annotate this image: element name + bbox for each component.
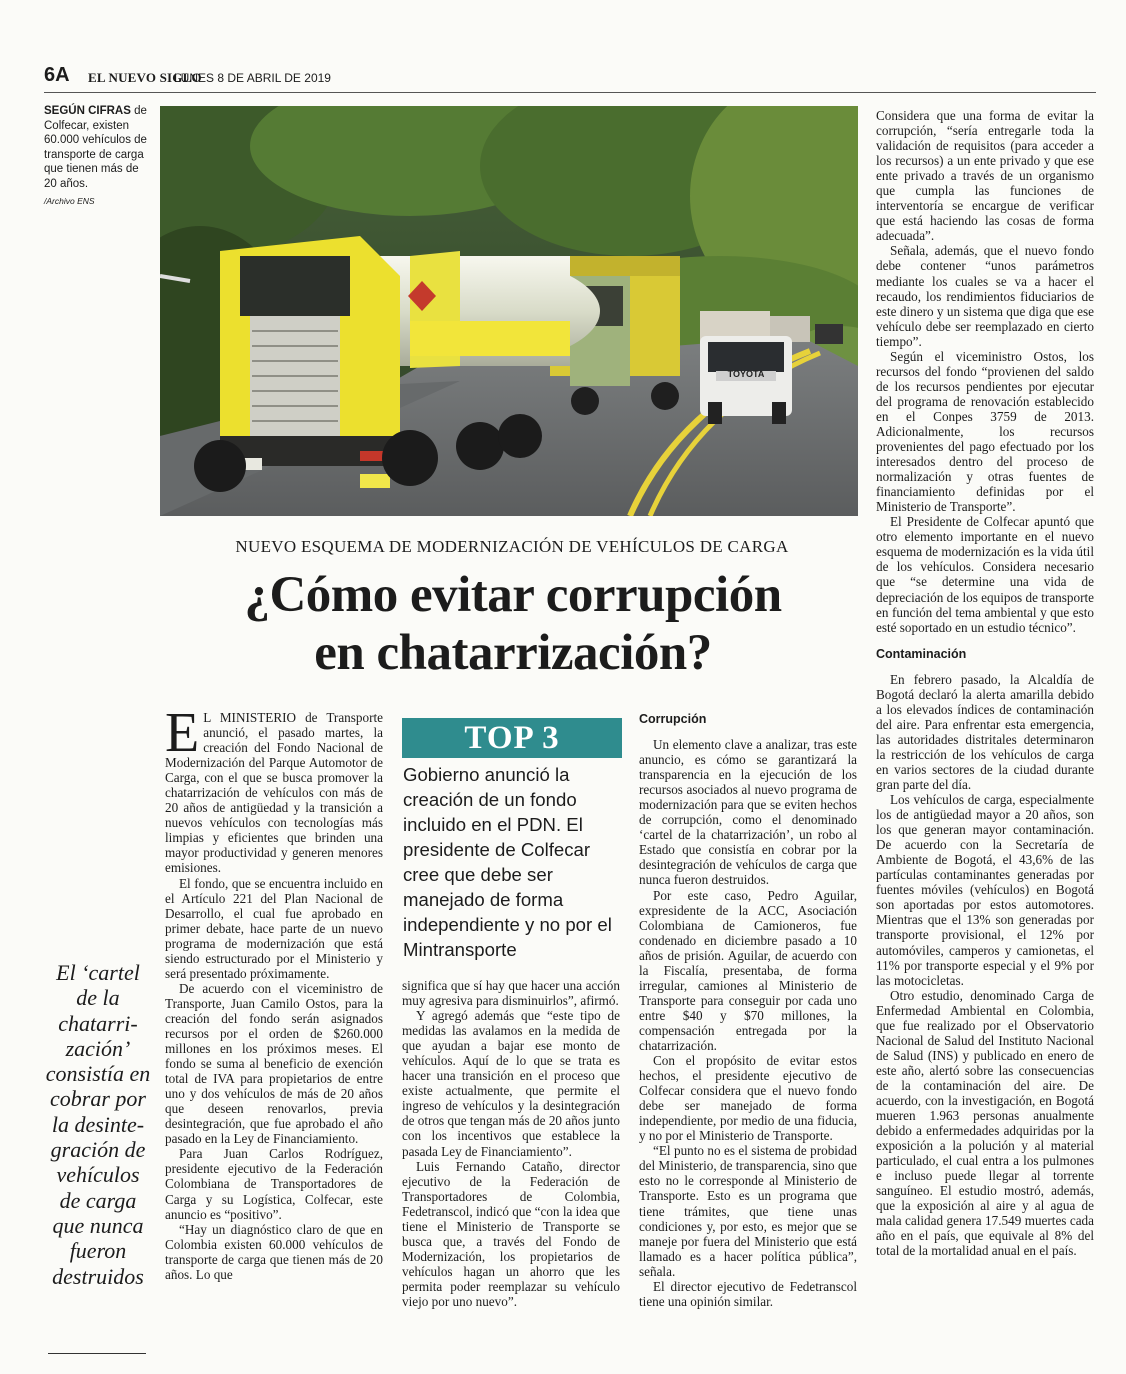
paragraph: Y agregó además que “este tipo de medidas las avalamos en la medida de que ayudan a bajar ese monto de vehículos. Aquí de lo que se trata es hacer una transición en el proceso que existe actualmente, que permite el ingreso de vehículos y la desintegración de otros que tengan más de 20 años junto con los incentivos que establece la pasada Ley de Financiamiento”.	[402, 1008, 620, 1159]
headline	[170, 566, 856, 682]
article-column-1	[165, 702, 383, 1282]
drop-cap: E	[165, 702, 200, 764]
section-heading-contaminacion: Contaminación	[876, 646, 967, 661]
paragraph: El director ejecutivo de Fedetranscol tiene una opinión similar.	[639, 1278, 857, 1309]
headline-line-2: en chatarrización?	[314, 625, 712, 681]
paragraph: En febrero pasado, la Alcaldía de Bogotá declaró la alerta amarilla debido a los elevados índices de contaminación del aire. Para enfrentar esta emergencia, las autoridades distritales determinaron la restricción de los vehículos de carga en varios sectores de la ciudad durante gran parte del día.	[876, 671, 1094, 793]
section-heading-corrupcion: Corrupción	[639, 712, 707, 726]
kicker: NUEVO ESQUEMA DE MODERNIZACIÓN DE VEHÍCULOS DE CARGA	[235, 537, 789, 556]
paragraph-text: L MINISTERIO de Transporte anunció, el pasado martes, la creación del Fondo Nacional de Modernización del Parque Automotor de Carga, con el que se busca promover la chatarrización de vehículos con más de 20 años de antigüedad y la transición a nuevos vehículos con tecnologías más limpias y eficientes que brinden una mayor productividad y generen menores emisiones.	[165, 710, 383, 876]
paragraph: “Hay un diagnóstico claro de que en Colombia existen 60.000 vehículos de transporte de carga que tienen más de 20 años. Lo que	[165, 1221, 383, 1282]
paragraph: significa que sí hay que hacer una acción muy agresiva para disminuirlos”, afirmó.	[402, 978, 620, 1009]
article-column-3	[639, 712, 857, 1309]
paragraph: Considera que una forma de evitar la corrupción, “sería entregarle toda la validación de requisitos (para acceder a los recursos) a un ente privado y que ese ente privado a través de un organismo que cumpla las funciones de interventoría se encargue de verificar que está haciendo las cosas de forma adecuada”.	[876, 108, 1094, 244]
truck-convoy-photo	[160, 106, 858, 516]
paragraph: Luis Fernando Cataño, director ejecutivo de la Federación de Transportadores de Colombia, Fedetranscol, indicó que “con la idea que tiene el Ministerio de Transporte se busca que, a través del Fondo de Modernización, los propietarios de vehículos hagan un ahorro que les permita poder reemplazar su vehículo viejo por uno nuevo”.	[402, 1158, 620, 1309]
paragraph: “El punto no es el sistema de probidad del Ministerio, de transparencia, sino que esto no le corresponde al Ministerio de Transporte. Esto es un programa que tiene trámites, que tiene unas condiciones y, por esto, es mejor que se maneje por fuera del Ministerio que está llamado es a hacer política pública”, señala.	[639, 1143, 857, 1279]
caption-text: de Colfecar, existen 60.000 vehículos de transporte de carga que tienen más de 20 años.	[44, 105, 147, 190]
article-photo	[160, 106, 858, 516]
paragraph: El Presidente de Colfecar apuntó que otro elemento importante en el nuevo esquema de modernización es la vida útil de los vehículos. Considera necesario que “se determine una vida de depreciación de los equipos de transporte en función del tema ambiental y que esto esté soportado en un estudio técnico”.	[876, 514, 1094, 635]
paragraph: Para Juan Carlos Rodríguez, presidente ejecutivo de la Federación Colombiana de Transportadores de Carga y su Logística, Colfecar, este anuncio es “positivo”.	[165, 1146, 383, 1222]
issue-date: LUNES 8 DE ABRIL DE 2019	[174, 71, 331, 85]
top-3-badge	[402, 718, 622, 758]
photo-credit: /Archivo ENS	[44, 195, 95, 206]
article-column-2	[402, 978, 620, 1309]
paragraph: El fondo, que se encuentra incluido en el Artículo 221 del Plan Nacional de Desarrollo, el cual fue aprobado en primer debate, hace parte de un nuevo programa de modernización que está siendo estructurado por el Ministerio y será presentado próximamente.	[165, 875, 383, 981]
newspaper-name: EL NUEVO SIGLO	[88, 70, 202, 85]
paragraph	[165, 702, 383, 876]
paragraph: Los vehículos de carga, especialmente los de antigüedad mayor a 20 años, son los que generan mayor contaminación. De acuerdo con la Secretaría de Ambiente de Bogotá, el 43,6% de las partículas contaminantes generadas por fuentes móviles (vehículos) en Bogotá son aportadas por estos automotores. Mientras que el 13% son generadas por transporte provisional, el 12% por automóviles, camperos y camionetas, el 11% por transporte especial y el 9% por las motocicletas.	[876, 792, 1094, 988]
photo-caption	[44, 104, 154, 208]
paragraph: Señala, además, que el nuevo fondo debe contener “unos parámetros mediante los cuales se va a hacer el recaudo, los rendimientos fiduciarios de este dinero y un sistema que diga que ese vehículo debe ser reemplazado en cierto tiempo”.	[876, 243, 1094, 349]
paragraph: Un elemento clave a analizar, tras este anuncio, es cómo se garantizará la transparencia en la ejecución de los recursos asociados al nuevo programa de modernización para que se eviten hechos de corrupción, como el denominado ‘cartel de la chatarrización’, un robo al Estado que consistía en cobrar por la desintegración de vehículos de carga que nunca fueron destruidos.	[639, 737, 857, 888]
paragraph: De acuerdo con el viceministro de Transporte, Juan Camilo Ostos, para la creación del fondo serán asignados recursos por el orden de $260.000 millones en los próximos meses. El fondo se suma al beneficio de exención total de IVA para propietarios de entre uno y dos vehículos de más de 20 años que deseen renovarlos, previa desintegración, que fue aprobado el año pasado en la Ley de Financiamiento.	[165, 980, 383, 1147]
headline-line-1: ¿Cómo evitar corrupción	[244, 567, 782, 623]
page-number: 6A	[44, 64, 70, 86]
paragraph: Según el viceministro Ostos, los recursos del fondo “provienen del saldo de los recursos pendientes por ejecutar del programa de renovación establecido en el Conpes 3759 de 2013. Adicionalmente, los recursos provenientes del pago efectuado por los interesados dentro del proceso de normalización y otras fuentes de financiamiento definidas por el Ministerio de Transporte”.	[876, 348, 1094, 515]
paragraph: Por este caso, Pedro Aguilar, expresidente de la ACC, Asociación Colombiana de Camioneros, fue condenado en diciembre pasado a 10 años de prisión. Aguilar, de acuerdo con la Fiscalía, presentaba, de forma irregular, camiones al Ministerio de Transporte para conseguir por cada uno entre $40 y $70 millones, la compensación entregada por la chatarrización.	[639, 887, 857, 1053]
top-3-summary: Gobierno anunció la creación de un fondo incluido en el PDN. El presidente de Colfecar cree que debe ser manejado de forma independiente y no por el Mintransporte	[403, 764, 612, 960]
truck-brand-text: TOYOTA	[727, 369, 765, 379]
caption-lead: SEGÚN CIFRAS	[44, 105, 131, 117]
paragraph: Con el propósito de evitar estos hechos, el presidente ejecutivo de Colfecar considera que el nuevo fondo debe ser manejado de forma independiente, por medio de una fiducia, y no por el Ministerio de Transporte.	[639, 1053, 857, 1144]
article-column-4	[876, 108, 1094, 1259]
top-3-label: TOP 3	[464, 720, 560, 756]
pull-quote: El ‘cartel de la chatarri-zación’ consistía en cobrar por la desinte-gración de vehículos de carga que nunca fueron destruidos	[45, 960, 151, 1289]
paragraph: Otro estudio, denominado Carga de Enfermedad Ambiental en Colombia, que fue realizado por el Observatorio Nacional de Salud del Instituto Nacional de Salud (INS) y publicado en enero de este año, alertó sobre las consecuencias de la contaminación del aire. De acuerdo, con la investigación, en Bogotá mueren 1.963 personas anualmente debido a enfermedades adquiridas por la exposición a la polución y al material particulado, el cual entra a los pulmones e incluso puede llegar al torrente sanguíneo. El estudio mostró, además, que la exposición al aire y al agua de mala calidad genera 17.549 muertes cada año en el país, que equivale al 8% del total de la mortalidad anual en el país.	[876, 987, 1094, 1259]
pull-quote-rule	[48, 1353, 146, 1354]
header-rule	[44, 92, 1096, 93]
